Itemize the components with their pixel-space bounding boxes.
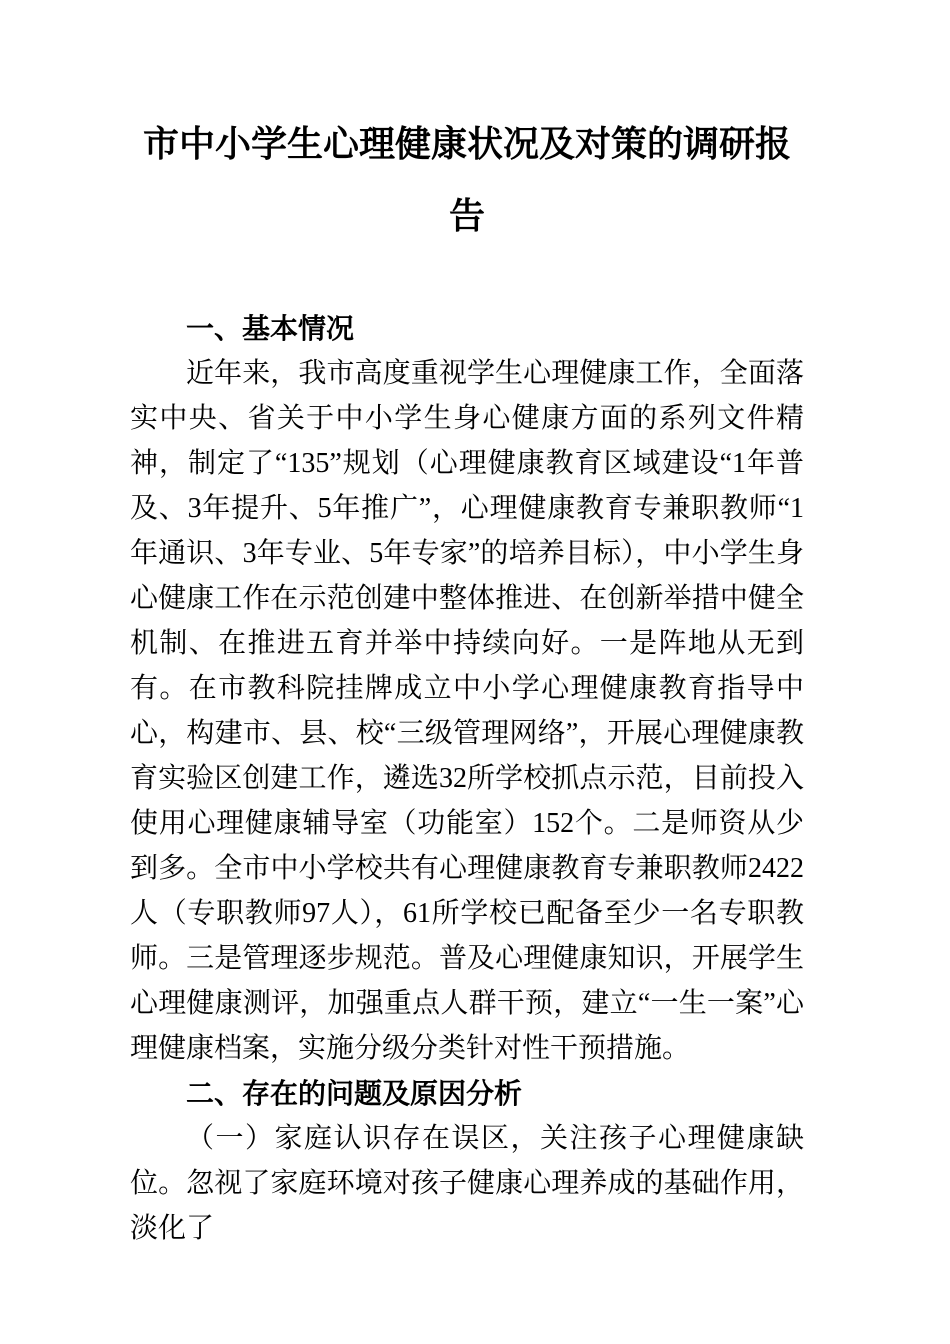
section-2-heading: 二、存在的问题及原因分析 — [186, 1078, 523, 1109]
section-2-paragraph: （一）家庭认识存在误区，关注孩子心理健康缺位。忽视了家庭环境对孩子健康心理养成的基础作用，淡化了 — [130, 1123, 804, 1244]
section-1-heading: 一、基本情况 — [186, 313, 355, 344]
document-content — [130, 0, 804, 1251]
section-1-paragraph: 近年来，我市高度重视学生心理健康工作，全面落实中央、省关于中小学生身心健康方面的系列文件精神，制定了“135”规划（心理健康教育区域建设“1年普及、3年提升、5年推广”，心理健康教育专兼职教师“1年通识、3年专业、5年专家”的培养目标），中小学生身心健康工作在示范创建中整体推进、在创新举措中健全机制、在推进五育并举中持续向好。一是阵地从无到有。在市教科院挂牌成立中小学心理健康教育指导中心，构建市、县、校“三级管理网络”，开展心理健康教育实验区创建工作，遴选32所学校抓点示范，目前投入使用心理健康辅导室（功能室）152个。二是师资从少到多。全市中小学校共有心理健康教育专兼职教师2422人（专职教师97人），61所学校已配备至少一名专职教师。三是管理逐步规范。普及心理健康知识，开展学生心理健康测评，加强重点人群干预，建立“一生一案”心理健康档案，实施分级分类针对性干预措施。 — [130, 358, 804, 1064]
document-title: 市中小学生心理健康状况及对策的调研报告 — [142, 124, 791, 236]
